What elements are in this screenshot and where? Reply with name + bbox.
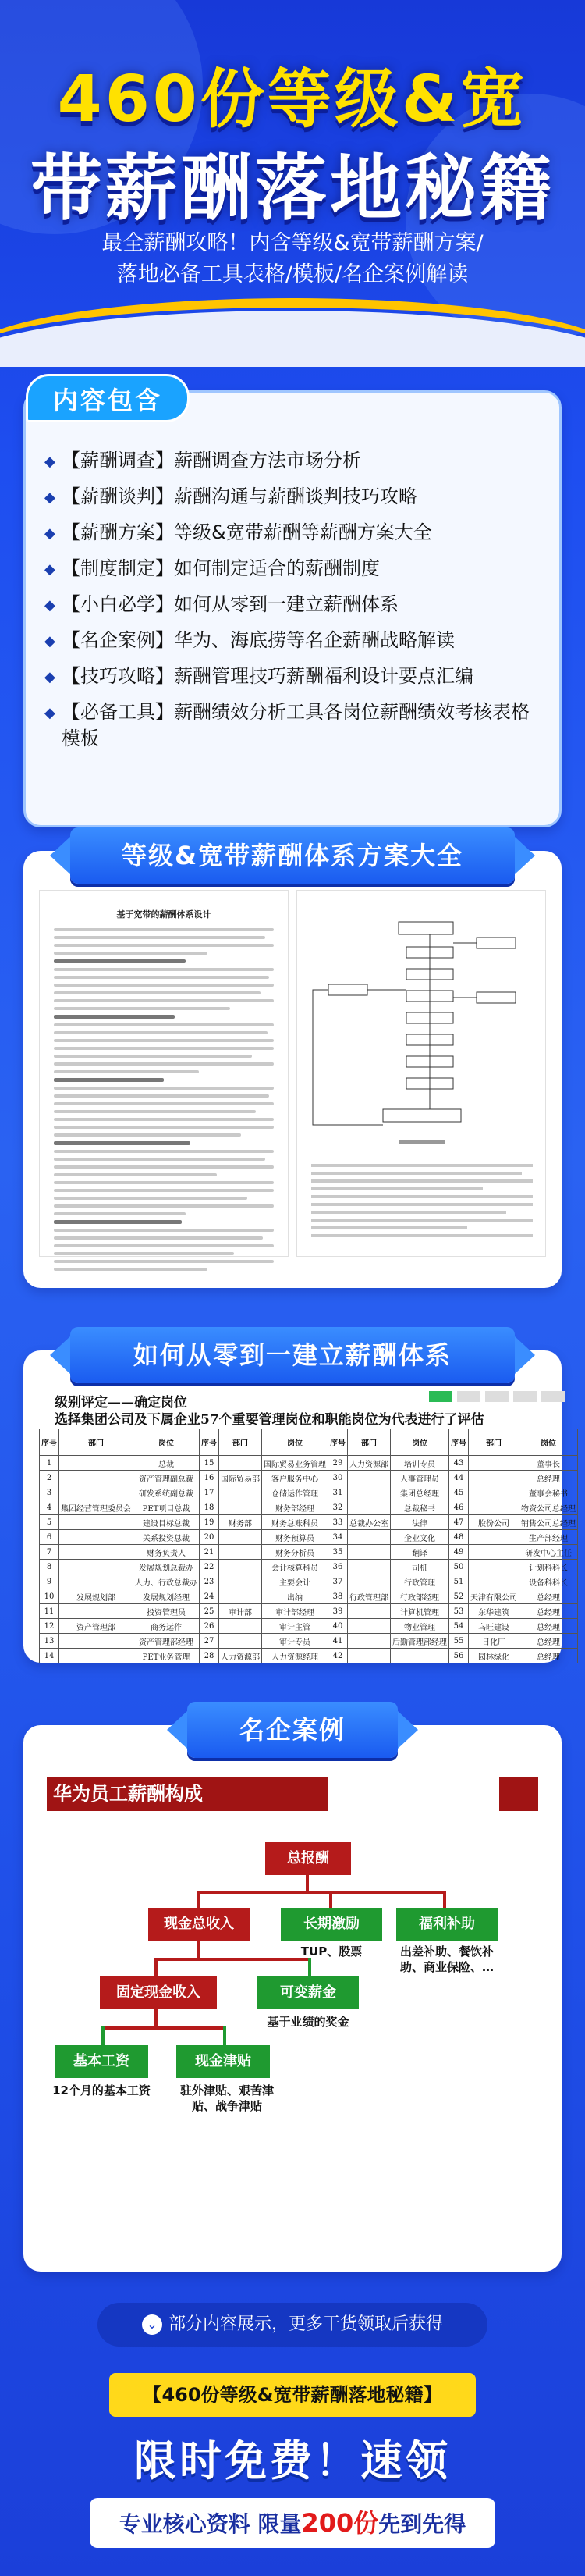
doc-preview-card xyxy=(23,851,562,1288)
table-cell: PET业务管理 xyxy=(133,1649,200,1663)
table-cell: 审计专员 xyxy=(262,1634,328,1649)
table-cell: 研发系统副总裁 xyxy=(133,1485,200,1500)
table-cell xyxy=(219,1456,262,1471)
bullet-icon: ◆ xyxy=(44,561,55,578)
connector-line xyxy=(197,1891,445,1894)
connector-line xyxy=(308,1958,311,1976)
table-cell: 财务预算员 xyxy=(262,1530,328,1545)
table-cell: 21 xyxy=(200,1545,219,1560)
caption-welfare: 出差补助、餐饮补助、商业保险、… xyxy=(399,1944,494,1974)
table-cell: 51 xyxy=(449,1574,469,1589)
table-cell: 人力、行政总裁办 xyxy=(133,1574,200,1589)
decor-red-box xyxy=(499,1777,538,1811)
table-cell: 总经理 xyxy=(519,1589,578,1604)
table-cell xyxy=(348,1485,391,1500)
table-header-cell: 部门 xyxy=(219,1429,262,1456)
table-cell: 45 xyxy=(449,1485,469,1500)
bullet-icon: ◆ xyxy=(44,525,55,542)
connector-line xyxy=(443,1891,446,1908)
table-cell: 人事管理员 xyxy=(391,1471,449,1485)
connector-line xyxy=(101,2026,226,2030)
list-item: ◆ 【薪酬方案】等级&宽带薪酬等薪酬方案大全 xyxy=(44,519,544,547)
table-header-cell: 部门 xyxy=(59,1429,133,1456)
table-cell: 行政管理部 xyxy=(348,1589,391,1604)
table-cell: 审计部经理 xyxy=(262,1604,328,1619)
table-cell xyxy=(348,1471,391,1485)
table-cell: 客户服务中心 xyxy=(262,1471,328,1485)
table-cell: 企业文化 xyxy=(391,1530,449,1545)
table-cell: 关系投资总裁 xyxy=(133,1530,200,1545)
table-cell: 15 xyxy=(200,1456,219,1471)
table-row xyxy=(40,1530,578,1545)
table-heading: 级别评定——确定岗位 xyxy=(55,1395,187,1411)
table-cell: 24 xyxy=(200,1589,219,1604)
table-cell: 37 xyxy=(328,1574,348,1589)
table-cell xyxy=(348,1619,391,1634)
table-cell: 股份公司 xyxy=(469,1515,519,1530)
section-ribbon-doc: 等级&宽带薪酬体系方案大全 xyxy=(70,827,515,884)
table-cell xyxy=(59,1515,133,1530)
table-cell: 资产管理副总裁 xyxy=(133,1471,200,1485)
caption-base-salary: 12个月的基本工资 xyxy=(52,2083,151,2097)
table-cell xyxy=(469,1545,519,1560)
table-cell: 13 xyxy=(40,1634,59,1649)
table-cell xyxy=(219,1560,262,1574)
table-cell: 44 xyxy=(449,1471,469,1485)
connector-line xyxy=(223,2026,226,2045)
table-cell: 56 xyxy=(449,1649,469,1663)
table-cell xyxy=(348,1634,391,1649)
table-cell: 8 xyxy=(40,1560,59,1574)
table-cell: 52 xyxy=(449,1589,469,1604)
table-cell: 天津有限公司 xyxy=(469,1589,519,1604)
table-cell: 总经理 xyxy=(519,1471,578,1485)
table-cell xyxy=(348,1560,391,1574)
table-cell: 财务负责人 xyxy=(133,1545,200,1560)
table-cell: 48 xyxy=(449,1530,469,1545)
case-card xyxy=(23,1725,562,2272)
table-row xyxy=(40,1574,578,1589)
table-cell xyxy=(59,1485,133,1500)
table-cell: 5 xyxy=(40,1515,59,1530)
connector-line xyxy=(197,1891,200,1908)
table-cell: 东华建筑 xyxy=(469,1604,519,1619)
connector-line xyxy=(154,2009,158,2028)
table-cell xyxy=(59,1456,133,1471)
table-cell: 19 xyxy=(200,1515,219,1530)
table-cell: 31 xyxy=(328,1485,348,1500)
table-cell: 55 xyxy=(449,1634,469,1649)
table-cell: 计划科科长 xyxy=(519,1560,578,1574)
node-base-salary: 基本工资 xyxy=(55,2045,148,2078)
connector-line xyxy=(306,1875,309,1892)
table-cell xyxy=(219,1634,262,1649)
connector-line xyxy=(101,2026,105,2045)
hero-title-line2: 带薪酬落地秘籍 xyxy=(30,147,555,230)
table-header-cell: 序号 xyxy=(200,1429,219,1456)
table-cell xyxy=(59,1471,133,1485)
table-cell: 32 xyxy=(328,1500,348,1515)
caption-variable: 基于业绩的奖金 xyxy=(267,2015,349,2029)
table-cell: 28 xyxy=(200,1649,219,1663)
table-header-cell: 岗位 xyxy=(391,1429,449,1456)
list-item: ◆ 【必备工具】薪酬绩效分析工具各岗位薪酬绩效考核表格模板 xyxy=(44,699,544,752)
table-cell: 物业管理 xyxy=(391,1619,449,1634)
table-cell: 26 xyxy=(200,1619,219,1634)
table-cell: 18 xyxy=(200,1500,219,1515)
table-cell: 4 xyxy=(40,1500,59,1515)
table-cell: 33 xyxy=(328,1515,348,1530)
table-cell: 40 xyxy=(328,1619,348,1634)
table-cell: 发展规划总裁办 xyxy=(133,1560,200,1574)
table-cell: 54 xyxy=(449,1619,469,1634)
table-cell: 38 xyxy=(328,1589,348,1604)
table-header-cell: 岗位 xyxy=(519,1429,578,1456)
table-card xyxy=(23,1350,576,1663)
table-cell: 人力资源部 xyxy=(219,1649,262,1663)
table-cell: 商务运作 xyxy=(133,1619,200,1634)
table-header-cell: 岗位 xyxy=(133,1429,200,1456)
table-cell: 39 xyxy=(328,1604,348,1619)
table-cell: PET项目总裁 xyxy=(133,1500,200,1515)
table-cell: 25 xyxy=(200,1604,219,1619)
table-cell: 财务部经理 xyxy=(262,1500,328,1515)
list-item: ◆ 【薪酬谈判】薪酬沟通与薪酬谈判技巧攻略 xyxy=(44,483,544,511)
table-cell: 46 xyxy=(449,1500,469,1515)
node-variable-pay: 可变薪金 xyxy=(257,1976,359,2009)
table-cell: 行政部经理 xyxy=(391,1589,449,1604)
table-cell: 7 xyxy=(40,1545,59,1560)
node-total-reward: 总报酬 xyxy=(265,1842,351,1875)
chevron-down-icon: ⌄ xyxy=(142,2314,162,2335)
section-ribbon-case: 名企案例 xyxy=(187,1702,398,1758)
table-subheading: 选择集团公司及下属企业57个重要管理岗位和职能岗位为代表进行了评估 xyxy=(55,1412,484,1428)
table-header-cell: 序号 xyxy=(328,1429,348,1456)
node-allowance: 现金津贴 xyxy=(176,2045,270,2078)
table-cell: 总裁 xyxy=(133,1456,200,1471)
list-item: ◆ 【制度制定】如何制定适合的薪酬制度 xyxy=(44,555,544,583)
table-row xyxy=(40,1471,578,1485)
list-item: ◆ 【名企案例】华为、海底捞等名企薪酬战略解读 xyxy=(44,627,544,655)
table-header-cell: 序号 xyxy=(449,1429,469,1456)
table-cell: 29 xyxy=(328,1456,348,1471)
table-cell: 董事会秘书 xyxy=(519,1485,578,1500)
table-cell: 集团经营管理委员会 xyxy=(59,1500,133,1515)
table-cell: 2 xyxy=(40,1471,59,1485)
table-row xyxy=(40,1634,578,1649)
table-cell: 47 xyxy=(449,1515,469,1530)
table-cell xyxy=(348,1530,391,1545)
table-cell: 53 xyxy=(449,1604,469,1619)
bullet-icon: ◆ xyxy=(44,633,55,649)
table-cell xyxy=(469,1456,519,1471)
table-header-row xyxy=(40,1429,578,1456)
table-cell xyxy=(219,1545,262,1560)
caption-long-term: TUP、股票 xyxy=(300,1944,363,1959)
table-cell: 20 xyxy=(200,1530,219,1545)
table-cell xyxy=(59,1560,133,1574)
table-cell: 22 xyxy=(200,1560,219,1574)
table-cell: 35 xyxy=(328,1545,348,1560)
product-name-banner: 【460份等级&宽带薪酬落地秘籍】 xyxy=(109,2373,476,2417)
table-cell: 发展规划部 xyxy=(59,1589,133,1604)
table-cell: 人力资源部 xyxy=(348,1456,391,1471)
table-cell: 9 xyxy=(40,1574,59,1589)
table-row xyxy=(40,1515,578,1530)
caption-allowance: 驻外津贴、艰苦津贴、战争津贴 xyxy=(179,2083,274,2113)
limit-count: 200份 xyxy=(301,2508,379,2538)
table-cell: 出纳 xyxy=(262,1589,328,1604)
table-cell: 园林绿化 xyxy=(469,1649,519,1663)
table-cell: 总裁秘书 xyxy=(391,1500,449,1515)
table-cell xyxy=(59,1530,133,1545)
connector-line xyxy=(154,1958,158,1976)
table-row xyxy=(40,1545,578,1560)
table-cell: 投资管理员 xyxy=(133,1604,200,1619)
contents-card xyxy=(23,386,562,827)
table-cell: 总经理 xyxy=(519,1634,578,1649)
more-content-hint[interactable]: ⌄ 部分内容展示，更多干货领取后获得 xyxy=(98,2303,488,2347)
table-row xyxy=(40,1456,578,1471)
hero-subtitle: 最全薪酬攻略！内含等级&宽带薪酬方案/落地必备工具表格/模板/名企案例解读 xyxy=(101,231,484,286)
table-cell: 36 xyxy=(328,1560,348,1574)
table-cell xyxy=(219,1485,262,1500)
table-cell: 仓储运作管理 xyxy=(262,1485,328,1500)
table-header-cell: 序号 xyxy=(40,1429,59,1456)
table-cell xyxy=(469,1500,519,1515)
table-cell: 计算机管理 xyxy=(391,1604,449,1619)
table-cell: 49 xyxy=(449,1545,469,1560)
table-cell: 研发中心主任 xyxy=(519,1545,578,1560)
table-cell: 10 xyxy=(40,1589,59,1604)
doc-title: 基于宽带的薪酬体系设计 xyxy=(116,909,211,920)
table-cell: 法律 xyxy=(391,1515,449,1530)
table-cell: 发展规划经理 xyxy=(133,1589,200,1604)
table-cell xyxy=(219,1619,262,1634)
table-cell: 总经理 xyxy=(519,1649,578,1663)
table-cell: 50 xyxy=(449,1560,469,1574)
table-cell xyxy=(219,1500,262,1515)
table-cell: 43 xyxy=(449,1456,469,1471)
progress-steps xyxy=(429,1391,569,1402)
table-cell xyxy=(59,1574,133,1589)
table-cell: 资产管理部经理 xyxy=(133,1634,200,1649)
table-cell xyxy=(59,1604,133,1619)
node-cash-total: 现金总收入 xyxy=(148,1908,250,1941)
node-long-term: 长期激励 xyxy=(281,1908,382,1941)
list-item: ◆ 【技巧攻略】薪酬管理技巧薪酬福利设计要点汇编 xyxy=(44,663,544,691)
case-chart-title: 华为员工薪酬构成 xyxy=(47,1777,328,1811)
table-cell: 审计主管 xyxy=(262,1619,328,1634)
hero-header xyxy=(0,0,585,367)
table-cell: 23 xyxy=(200,1574,219,1589)
hero-title-line1: 460份等级&宽 xyxy=(57,62,528,137)
node-welfare: 福利补助 xyxy=(396,1908,498,1941)
table-cell: 34 xyxy=(328,1530,348,1545)
table-cell: 27 xyxy=(200,1634,219,1649)
table-cell: 1 xyxy=(40,1456,59,1471)
table-cell: 集团总经理 xyxy=(391,1485,449,1500)
list-item: ◆ 【小白必学】如何从零到一建立薪酬体系 xyxy=(44,591,544,619)
table-row xyxy=(40,1485,578,1500)
table-cell xyxy=(219,1589,262,1604)
doc-page-right xyxy=(296,890,546,1257)
table-cell: 3 xyxy=(40,1485,59,1500)
table-cell: 主要会计 xyxy=(262,1574,328,1589)
table-cell: 国际贸易业务管理 xyxy=(262,1456,328,1471)
table-cell xyxy=(348,1500,391,1515)
table-cell: 行政管理 xyxy=(391,1574,449,1589)
bullet-icon: ◆ xyxy=(44,669,55,685)
table-cell: 人力资源经理 xyxy=(262,1649,328,1663)
table-cell xyxy=(469,1485,519,1500)
table-cell: 翻译 xyxy=(391,1545,449,1560)
table-cell: 16 xyxy=(200,1471,219,1485)
table-cell xyxy=(348,1604,391,1619)
bullet-icon: ◆ xyxy=(44,705,55,721)
table-cell xyxy=(469,1530,519,1545)
table-cell: 国际贸易部 xyxy=(219,1471,262,1485)
table-cell: 会计核算科员 xyxy=(262,1560,328,1574)
table-cell: 后勤管理部经理 xyxy=(391,1634,449,1649)
table-cell: 30 xyxy=(328,1471,348,1485)
bullet-icon: ◆ xyxy=(44,597,55,614)
list-item: ◆ 【薪酬调查】薪酬调查方法市场分析 xyxy=(44,447,544,475)
flowchart-diagram xyxy=(297,891,547,1258)
table-cell: 董事长 xyxy=(519,1456,578,1471)
table-cell: 财务部 xyxy=(219,1515,262,1530)
table-cell: 17 xyxy=(200,1485,219,1500)
table-cell: 总经理 xyxy=(519,1604,578,1619)
table-cell: 乌旺建设 xyxy=(469,1619,519,1634)
cta-bar[interactable]: 专业核心资料 限量200份先到先得 xyxy=(90,2498,495,2548)
table-cell: 审计部 xyxy=(219,1604,262,1619)
node-fixed-cash: 固定现金收入 xyxy=(100,1976,217,2009)
table-cell: 11 xyxy=(40,1604,59,1619)
table-cell: 销售公司总经理 xyxy=(519,1515,578,1530)
table-cell: 资产管理部 xyxy=(59,1619,133,1634)
bullet-icon: ◆ xyxy=(44,489,55,506)
table-cell: 设备科科长 xyxy=(519,1574,578,1589)
contents-badge: 内容包含 xyxy=(26,374,190,422)
table-cell xyxy=(59,1634,133,1649)
table-cell xyxy=(59,1545,133,1560)
table-header-cell: 岗位 xyxy=(262,1429,328,1456)
table-cell xyxy=(391,1649,449,1663)
connector-line xyxy=(329,1891,332,1908)
bullet-icon: ◆ xyxy=(44,454,55,470)
table-row xyxy=(40,1619,578,1634)
table-cell: 司机 xyxy=(391,1560,449,1574)
contents-list xyxy=(44,447,544,760)
section-ribbon-table: 如何从零到一建立薪酬体系 xyxy=(70,1327,515,1383)
table-cell: 12 xyxy=(40,1619,59,1634)
table-cell: 41 xyxy=(328,1634,348,1649)
table-header-cell: 部门 xyxy=(469,1429,519,1456)
table-cell xyxy=(469,1471,519,1485)
evaluation-table xyxy=(39,1429,578,1663)
table-cell xyxy=(348,1649,391,1663)
table-cell xyxy=(348,1574,391,1589)
table-cell: 日化厂 xyxy=(469,1634,519,1649)
table-cell: 42 xyxy=(328,1649,348,1663)
connector-line xyxy=(197,1941,200,1959)
table-cell: 14 xyxy=(40,1649,59,1663)
table-cell: 财务分析员 xyxy=(262,1545,328,1560)
doc-page-left xyxy=(39,890,289,1257)
table-cell xyxy=(59,1649,133,1663)
table-cell: 总经理 xyxy=(519,1619,578,1634)
table-cell: 生产部经理 xyxy=(519,1530,578,1545)
table-cell xyxy=(469,1574,519,1589)
table-row xyxy=(40,1649,578,1663)
table-cell: 总裁办公室 xyxy=(348,1515,391,1530)
table-cell xyxy=(219,1530,262,1545)
table-row xyxy=(40,1500,578,1515)
table-row xyxy=(40,1560,578,1574)
table-cell: 6 xyxy=(40,1530,59,1545)
table-cell xyxy=(348,1545,391,1560)
table-row xyxy=(40,1604,578,1619)
table-cell: 物资公司总经理 xyxy=(519,1500,578,1515)
table-header-cell: 部门 xyxy=(348,1429,391,1456)
table-cell: 建设目标总裁 xyxy=(133,1515,200,1530)
table-row xyxy=(40,1589,578,1604)
doc-text-lines xyxy=(40,920,288,1283)
table-cell: 培训专员 xyxy=(391,1456,449,1471)
table-cell xyxy=(469,1560,519,1574)
cta-headline[interactable]: 限时免费！速领 xyxy=(134,2436,451,2485)
table-cell xyxy=(219,1574,262,1589)
table-cell: 财务总账科员 xyxy=(262,1515,328,1530)
